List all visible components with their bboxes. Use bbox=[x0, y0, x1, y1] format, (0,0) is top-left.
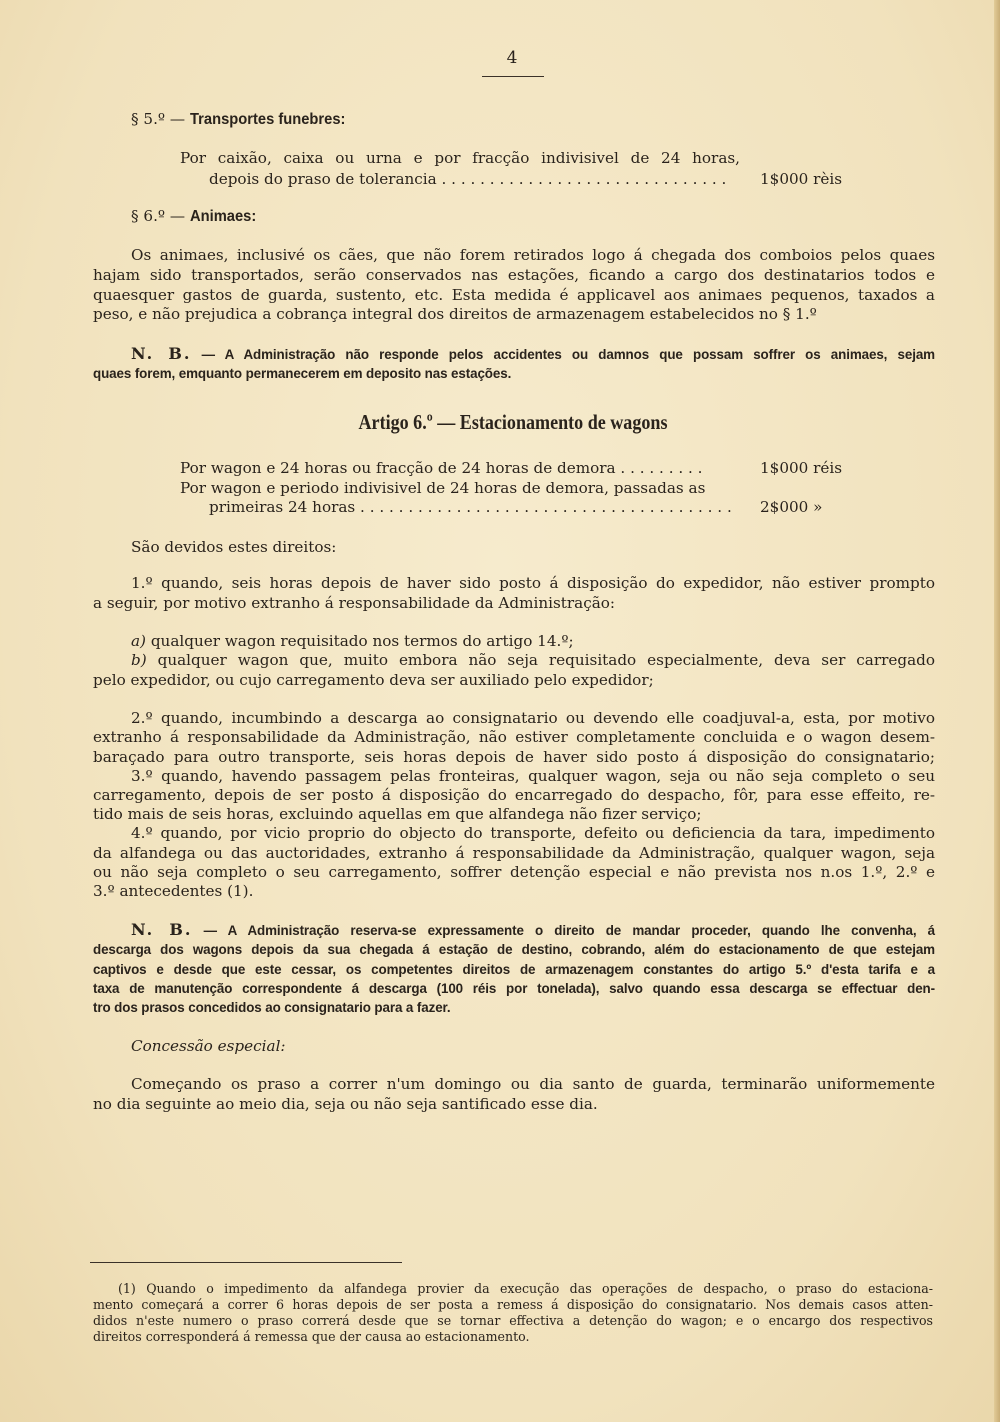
art6-nb-line bbox=[131, 920, 935, 941]
footnote-line: didos n'este numero o praso correrá desde que se tornar effectiva a detenção do wagon; e o encargo dos respectivos bbox=[93, 1313, 933, 1328]
article-6-title: Artigo 6.º — Estacionamento de wagons bbox=[358, 410, 668, 434]
rate-price-3: 2$000 » bbox=[760, 498, 823, 516]
item2-line: 2.º quando, incumbindo a descarga ao consignatario ou devendo elle coadjuval-a, esta, por motivo bbox=[131, 709, 935, 727]
nb-mark: N. B. bbox=[131, 920, 193, 939]
concessao-title-text: Concessão especial: bbox=[131, 1037, 286, 1055]
footnote-line: mento começará a correr 6 horas depois de ser posta a remess á disposição do consignatario. Nos demais casos atten- bbox=[93, 1297, 933, 1312]
sec6-nb-text: — A Administração não responde pelos accidentes ou damnos que possam soffrer os animaes, sejam bbox=[201, 347, 935, 362]
sec6-p-line: peso, e não prejudica a cobrança integral dos direitos de armazenagem estabelecidos no § 1.º bbox=[93, 305, 817, 323]
item-a-label: a) bbox=[131, 632, 146, 650]
nb-mark: N. B. bbox=[131, 344, 192, 363]
concessao-line: Começando os praso a correr n'um domingo ou dia santo de guarda, terminarão uniformemente bbox=[131, 1075, 935, 1093]
page-number: 4 bbox=[506, 48, 518, 68]
rate-row-1 bbox=[180, 459, 703, 479]
page-edge bbox=[994, 0, 1000, 1422]
art6-nb-line: captivos e desde que este cessar, os competentes direitos de armazenagem constantes do artigo 5.º d'esta tarifa e a bbox=[93, 962, 935, 977]
item-b-text: qualquer wagon que, muito embora não seja requisitado especialmente, deva ser carregado bbox=[157, 651, 935, 669]
sec5-price: 1$000 rèis bbox=[760, 170, 843, 188]
art6-nb-text: — A Administração reserva-se expressamente o direito de mandar proceder, quando lhe convenha, á bbox=[203, 923, 936, 938]
item4-line: ou não seja completo o seu carregamento, soffrer detenção especial e não prevista nos n.os 1.º, 2.º e bbox=[93, 863, 935, 881]
page-number-rule bbox=[482, 76, 544, 77]
rate-row-3 bbox=[209, 498, 732, 518]
rate-text: Por wagon e 24 horas ou fracção de 24 horas de demora bbox=[180, 459, 616, 477]
section-6-title: Animaes: bbox=[189, 208, 257, 225]
sec5-line2-text: depois do praso de tolerancia bbox=[209, 170, 437, 188]
sec5-line1: Por caixão, caixa ou urna e por fracção indivisivel de 24 horas, bbox=[180, 149, 740, 167]
dot-leader: . . . . . . . . . . . . . . . . . . . . . . . . . . . . . . bbox=[441, 170, 727, 188]
section-5-heading bbox=[131, 110, 359, 130]
concessao-line: no dia seguinte ao meio dia, seja ou não seja santificado esse dia. bbox=[93, 1095, 598, 1113]
item2-line: baraçado para outro transporte, seis horas depois de haver sido posto á disposição do consignatario; bbox=[93, 748, 935, 766]
item4-line: da alfandega ou das auctoridades, extranho á responsabilidade da Administração, qualquer wagon, seja bbox=[93, 844, 935, 862]
item-b bbox=[131, 651, 935, 671]
rights-intro: São devidos estes direitos: bbox=[131, 538, 337, 556]
sec6-nb-line: quaes forem, emquanto permanecerem em deposito nas estações. bbox=[93, 366, 512, 381]
rate-row-2: Por wagon e periodo indivisivel de 24 horas de demora, passadas as bbox=[180, 479, 706, 497]
concessao-title bbox=[131, 1037, 286, 1057]
rate-price-1: 1$000 réis bbox=[760, 459, 843, 477]
item4-line: 3.º antecedentes (1). bbox=[93, 882, 254, 900]
item4-line: 4.º quando, por vicio proprio do objecto do transporte, defeito ou deficiencia da tara, impedimento bbox=[131, 824, 935, 842]
section-6-prefix: § 6.º — bbox=[131, 207, 186, 225]
item3-line: carregamento, depois de ser posto á disposição do encarregado do despacho, fôr, para esse effeito, re- bbox=[93, 786, 935, 804]
sec6-p-line: hajam sido transportados, serão conservados nas estações, ficando a cargo dos destinatarios todos e bbox=[93, 266, 935, 284]
dot-leader: . . . . . . . . . bbox=[620, 459, 703, 477]
item-b-line: pelo expedidor, ou cujo carregamento deva ser auxiliado pelo expedidor; bbox=[93, 671, 654, 689]
dot-leader: . . . . . . . . . . . . . . . . . . . . . . . . . . . . . . . . . . . . . . . bbox=[360, 498, 732, 516]
item1-line: 1.º quando, seis horas depois de haver sido posto á disposição do expedidor, não estiver prompto bbox=[131, 574, 935, 592]
item-a-text: qualquer wagon requisitado nos termos do artigo 14.º; bbox=[150, 632, 574, 650]
section-5-prefix: § 5.º — bbox=[131, 110, 186, 128]
art6-nb-line: descarga dos wagons depois da sua chegada á estação de destino, cobrando, além do estacionamento de que estejam bbox=[93, 942, 935, 957]
art6-nb-line: tro dos prasos concedidos ao consignatario para a fazer. bbox=[93, 1000, 451, 1015]
sec6-nb-line bbox=[131, 344, 935, 365]
item2-line: extranho á responsabilidade da Administração, não estiver completamente concluida e o wagon desem- bbox=[93, 728, 935, 746]
section-6-heading bbox=[131, 207, 262, 227]
footnote-line: (1) Quando o impedimento da alfandega provier da execução das operações de despacho, o praso do estaciona- bbox=[118, 1281, 933, 1296]
art6-nb-line: taxa de manutenção correspondente á descarga (100 réis por tonelada), salvo quando essa descarga se effectuar den- bbox=[93, 981, 935, 996]
item3-line: tido mais de seis horas, excluindo aquellas em que alfandega não fizer serviço; bbox=[93, 805, 702, 823]
sec5-line2 bbox=[209, 170, 726, 190]
rate-text: primeiras 24 horas bbox=[209, 498, 356, 516]
item1-line: a seguir, por motivo extranho á responsabilidade da Administração: bbox=[93, 594, 616, 612]
footnote-line: direitos corresponderá á remessa que der causa ao estacionamento. bbox=[93, 1329, 530, 1344]
footnote-rule bbox=[90, 1262, 402, 1263]
sec6-p-line: Os animaes, inclusivé os cães, que não forem retirados logo á chegada dos comboios pelos quaes bbox=[131, 246, 935, 264]
item3-line: 3.º quando, havendo passagem pelas fronteiras, qualquer wagon, seja ou não seja completo o seu bbox=[131, 767, 935, 785]
item-b-label: b) bbox=[131, 651, 147, 669]
sec6-p-line: quaesquer gastos de guarda, sustento, etc. Esta medida é applicavel aos animaes pequenos, taxados a bbox=[93, 286, 935, 304]
section-5-title: Transportes funebres: bbox=[189, 111, 346, 128]
item-a bbox=[131, 632, 574, 652]
